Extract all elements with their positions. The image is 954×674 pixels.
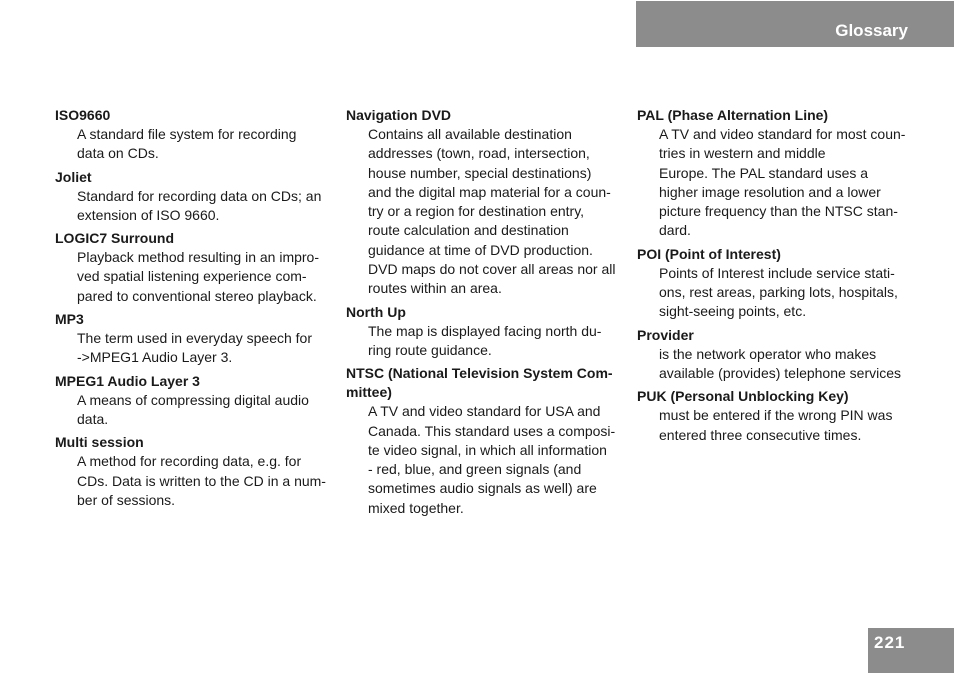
glossary-entry bbox=[55, 372, 340, 430]
glossary-definition: A TV and video standard for most coun- tries in western and middle Europe. The PAL standard uses a higher image resolution and a lower picture frequency than the NTSC stan- dard. bbox=[659, 126, 906, 239]
glossary-term: North Up bbox=[346, 303, 406, 320]
glossary-entry bbox=[55, 229, 340, 306]
glossary-definition: A means of compressing digital audio data. bbox=[77, 391, 309, 427]
glossary-entry bbox=[55, 168, 340, 226]
glossary-entry bbox=[637, 326, 922, 384]
glossary-term: Multi session bbox=[55, 434, 144, 451]
header-tab bbox=[636, 1, 954, 47]
glossary-entry bbox=[637, 387, 922, 445]
glossary-definition: must be entered if the wrong PIN was entered three consecutive times. bbox=[659, 407, 893, 443]
glossary-column-3 bbox=[637, 106, 922, 449]
glossary-definition: Standard for recording data on CDs; an extension of ISO 9660. bbox=[77, 187, 322, 223]
glossary-term: MPEG1 Audio Layer 3 bbox=[55, 372, 200, 389]
page-number-tab bbox=[868, 628, 954, 673]
glossary-entry bbox=[55, 433, 340, 510]
glossary-term: Provider bbox=[637, 326, 694, 343]
glossary-term: LOGIC7 Surround bbox=[55, 230, 174, 247]
page-number: 221 bbox=[874, 633, 906, 652]
glossary-definition: A method for recording data, e.g. for CDs. Data is written to the CD in a num- ber of sessions. bbox=[77, 453, 326, 508]
glossary-term: Joliet bbox=[55, 168, 92, 185]
glossary-entry bbox=[637, 106, 922, 241]
glossary-definition: Points of Interest include service stati- ons, rest areas, parking lots, hospitals, sight-seeing points, etc. bbox=[659, 264, 898, 320]
glossary-term: NTSC (National Television System Com- mittee) bbox=[346, 365, 613, 401]
glossary-definition: The map is displayed facing north du- ring route guidance. bbox=[368, 322, 602, 358]
glossary-definition: The term used in everyday speech for ->MPEG1 Audio Layer 3. bbox=[77, 330, 313, 366]
glossary-column-2 bbox=[346, 106, 628, 522]
glossary-definition: Contains all available destination addresses (town, road, intersection, house number, special destinations) and the digital map material for a coun- try or a region for destination entry, route calculation and destination guidance at time of DVD production. DVD maps do not cover all areas nor all routes within an area. bbox=[368, 126, 616, 297]
glossary-term: MP3 bbox=[55, 311, 84, 328]
glossary-term: ISO9660 bbox=[55, 107, 111, 123]
glossary-entry bbox=[346, 303, 628, 361]
glossary-term: POI (Point of Interest) bbox=[637, 245, 781, 262]
glossary-term: PUK (Personal Unblocking Key) bbox=[637, 388, 849, 405]
glossary-column-1 bbox=[55, 106, 340, 514]
glossary-entry bbox=[346, 364, 628, 518]
glossary-term: PAL (Phase Alternation Line) bbox=[637, 107, 829, 123]
glossary-entry bbox=[55, 106, 340, 164]
glossary-entry bbox=[346, 106, 628, 299]
glossary-entry bbox=[637, 245, 922, 322]
glossary-definition: A TV and video standard for USA and Canada. This standard uses a composi- te video signal, in which all information - red, blue, and green signals (and sometimes audio signals as well) are mixed together. bbox=[368, 403, 616, 516]
glossary-definition: Playback method resulting in an impro- ved spatial listening experience com- pared to conventional stereo playback. bbox=[77, 249, 320, 304]
section-title: Glossary bbox=[835, 21, 908, 40]
glossary-definition: A standard file system for recording data on CDs. bbox=[77, 126, 297, 162]
glossary-term: Navigation DVD bbox=[346, 107, 452, 123]
glossary-entry bbox=[55, 310, 340, 368]
glossary-definition: is the network operator who makes available (provides) telephone services bbox=[659, 345, 902, 381]
